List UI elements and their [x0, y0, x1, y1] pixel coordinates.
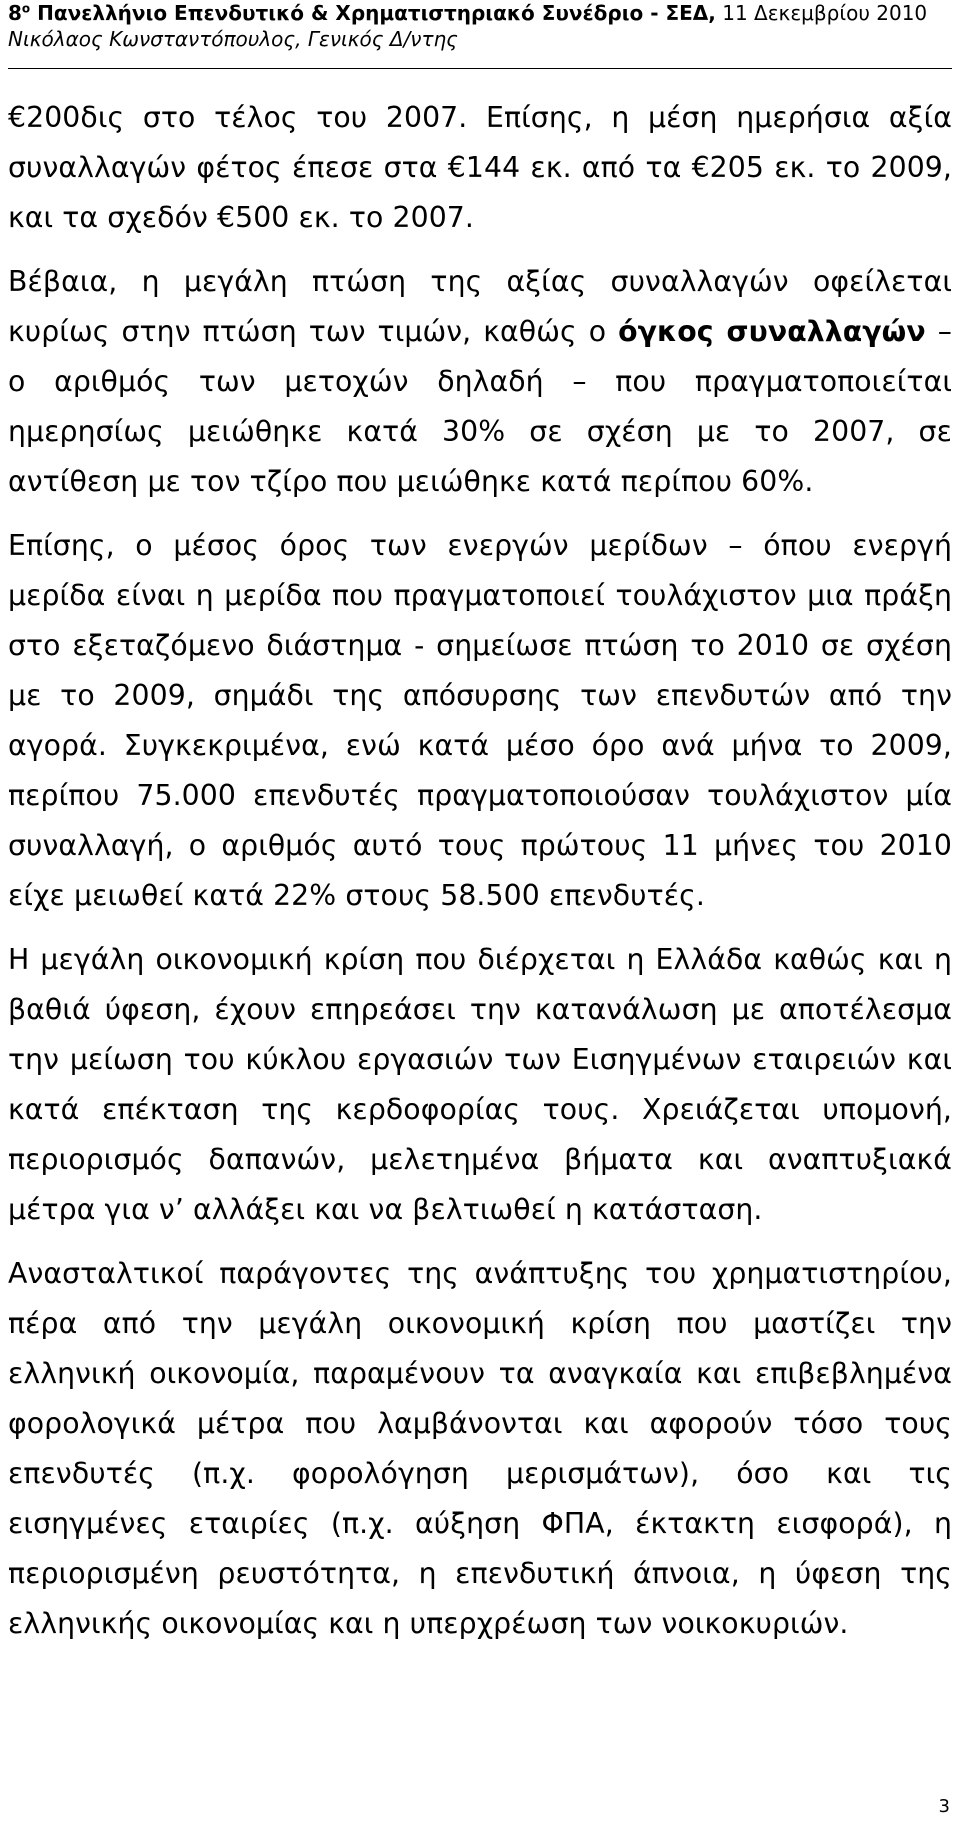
- conference-name: Πανελλήνιο Επενδυτικό & Χρηματιστηριακό Συνέδριο - ΣΕΔ,: [30, 1, 716, 25]
- paragraph-1: €200δις στο τέλος του 2007. Επίσης, η μέση ημερήσια αξία συναλλαγών φέτος έπεσε στα €144 εκ. από τα €205 εκ. το 2009, και τα σχεδόν €500 εκ. το 2007.: [8, 101, 952, 234]
- paragraph-2-text-start: Βέβαια, η μεγάλη πτώση της αξίας συναλλαγών οφείλεται κυρίως στην πτώση των τιμών, καθώς ο: [8, 265, 952, 348]
- paragraph-2-text-end: – ο αριθμός των μετοχών δηλαδή – που πραγματοποιείται ημερησίως μειώθηκε κατά 30% σε σχέση με το 2007, σε αντίθεση με τον τζίρο που μειώθηκε κατά περίπου 60%.: [8, 315, 952, 498]
- paragraph-2: [8, 257, 952, 507]
- paragraph-2-bold-term: όγκος συναλλαγών: [618, 315, 926, 348]
- paragraph-5: Ανασταλτικοί παράγοντες της ανάπτυξης του χρηματιστηρίου, πέρα από την μεγάλη οικονομική κρίση που μαστίζει την ελληνική οικονομία, παραμένουν τα αναγκαία και επιβεβλημένα φορολογικά μέτρα που λαμβάνονται και αφορούν τόσο τους επενδυτές (π.χ. φορολόγηση μερισμάτων), όσο και τις εισηγμένες εταιρίες (π.χ. αύξηση ΦΠΑ, έκτακτη εισφορά), η περιορισμένη ρευστότητα, η επενδυτική άπνοια, η ύφεση της ελληνικής οικονομίας και η υπερχρέωση των νοικοκυριών.: [8, 1257, 952, 1640]
- author-line: Νικόλαος Κωνσταντόπουλος, Γενικός Δ/ντης: [8, 27, 458, 51]
- document-body: [8, 93, 952, 1663]
- page-header: [8, 0, 952, 52]
- header-divider: [8, 68, 952, 69]
- paragraph-3: Επίσης, ο μέσος όρος των ενεργών μερίδων – όπου ενεργή μερίδα είναι η μερίδα που πραγματοποιεί τουλάχιστον μια πράξη στο εξεταζόμενο διάστημα - σημείωσε πτώση το 2010 σε σχέση με το 2009, σημάδι της απόσυρσης των επενδυτών από την αγορά. Συγκεκριμένα, ενώ κατά μέσο όρο ανά μήνα το 2009, περίπου 75.000 επενδυτές πραγματοποιούσαν τουλάχιστον μία συναλλαγή, ο αριθμός αυτό τους πρώτους 11 μήνες του 2010 είχε μειωθεί κατά 22% στους 58.500 επενδυτές.: [8, 529, 952, 912]
- conference-date: 11 Δεκεμβρίου 2010: [715, 1, 928, 25]
- conference-title: [8, 0, 952, 26]
- conference-number-superscript: ο: [21, 1, 31, 16]
- page-number: 3: [938, 1796, 950, 1817]
- paragraph-4: Η μεγάλη οικονομική κρίση που διέρχεται η Ελλάδα καθώς και η βαθιά ύφεση, έχουν επηρεάσει την κατανάλωση με αποτέλεσμα την μείωση του κύκλου εργασιών των Εισηγμένων εταιρειών και κατά επέκταση της κερδοφορίας τους. Χρειάζεται υπομονή, περιορισμός δαπανών, μελετημένα βήματα και αναπτυξιακά μέτρα για ν’ αλλάξει και να βελτιωθεί η κατάσταση.: [8, 943, 952, 1226]
- conference-number: 8: [8, 1, 22, 25]
